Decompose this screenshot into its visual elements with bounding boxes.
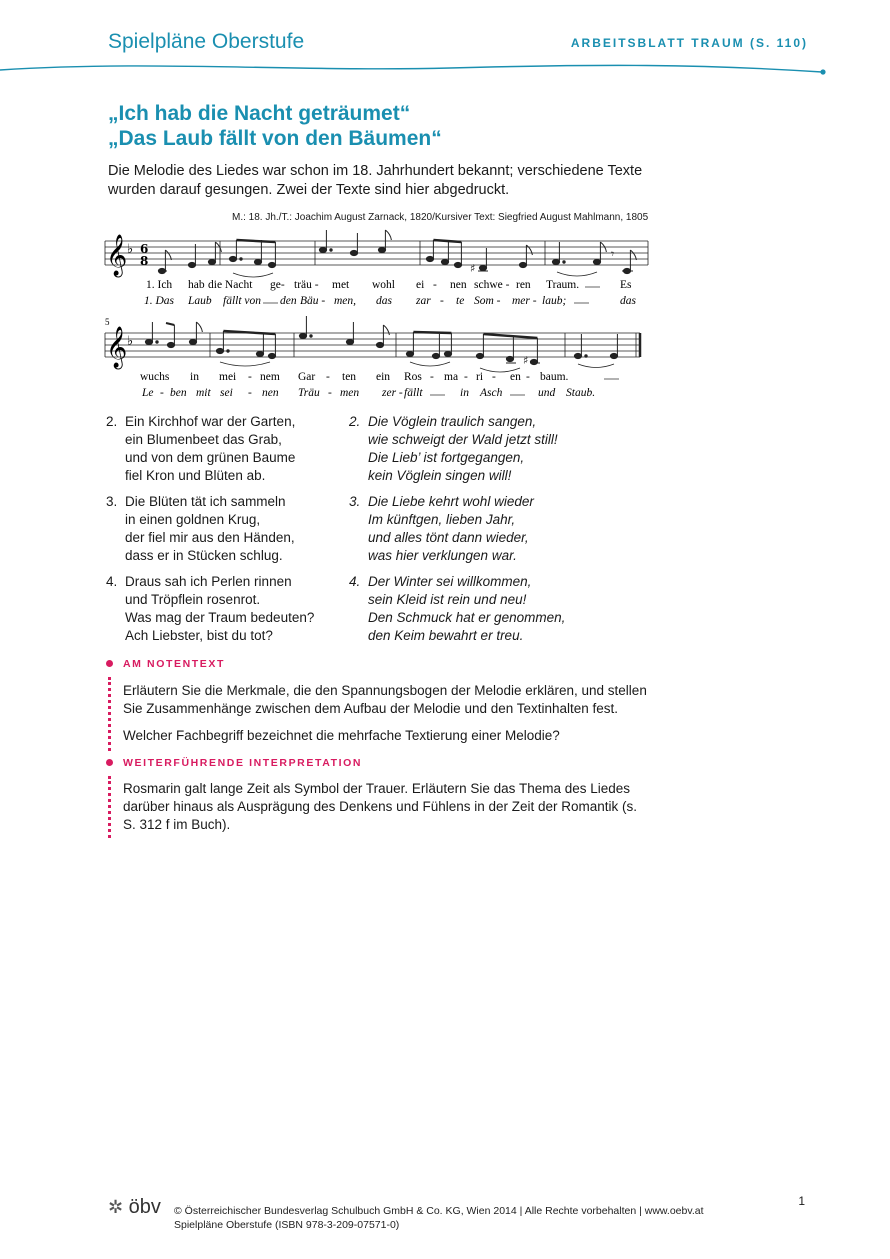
verse-right-4: 4. Der Winter sei willkommen, sein Kleid ist rein und neu! Den Schmuck hat er genommen, den Keim bewahrt er treu. (349, 574, 566, 643)
svg-text:en: en (510, 371, 521, 383)
oebv-logo: ✲ öbv (108, 1196, 161, 1218)
svg-text:-: - (328, 387, 332, 399)
flower-icon: ✲ (108, 1197, 124, 1217)
time-signature-top: 6 (140, 242, 149, 256)
svg-text:te: te (456, 295, 465, 307)
svg-text:in: in (460, 387, 469, 399)
lyrics-system-1-line-1 (146, 279, 632, 291)
flat-icon-2: ♭ (127, 334, 134, 349)
svg-text:mer -: mer - (512, 295, 537, 307)
svg-text:in: in (190, 371, 199, 383)
task-heading-interpretation: WEITERFÜHRENDE INTERPRETATION (123, 757, 363, 769)
svg-text:Träu: Träu (298, 387, 320, 399)
svg-text:fällt von: fällt von (223, 295, 262, 307)
svg-text:mei: mei (219, 371, 237, 383)
verse-right-2: 2. Die Vöglein traulich sangen, wie schweigt der Wald jetzt still! Die Lieb’ ist fortgegangen, kein Vöglein singen will! (349, 414, 558, 483)
lyrics-system-1-line-2 (144, 295, 637, 307)
staff-system-2 (105, 333, 640, 357)
svg-text:Staub.: Staub. (566, 387, 596, 399)
svg-text:nen: nen (450, 279, 467, 291)
svg-text:Laub: Laub (188, 295, 212, 307)
svg-text:wuchs: wuchs (140, 371, 170, 383)
svg-text:ge-: ge- (270, 279, 285, 291)
svg-text:laub;: laub; (542, 295, 567, 307)
svg-text:Bäu -: Bäu - (300, 295, 326, 307)
svg-text:Traum.: Traum. (546, 279, 580, 291)
svg-text:-: - (248, 371, 252, 383)
svg-text:nem: nem (260, 371, 280, 383)
notes-system-1 (158, 230, 636, 277)
svg-text:-: - (160, 387, 164, 399)
svg-text:den: den (280, 295, 297, 307)
svg-text:men,: men, (334, 295, 357, 307)
task-1-paragraph-1: Erläutern Sie die Merkmale, die den Spannungsbogen der Melodie erklären, und stellen Sie Zusammenhänge zwischen dem Aufbau der Melodie und den Textinhalten fest. (123, 683, 647, 716)
svg-text:Le: Le (142, 387, 154, 399)
task-2-paragraph-1: Rosmarin galt lange Zeit als Symbol der Trauer. Erläutern Sie das Thema des Liedes darüber hinaus als Ausprägung des Denkens und Fühlens in der Zeit der Romantik (s. S. 312 f im Buch). (123, 781, 638, 832)
svg-text:-: - (430, 371, 434, 383)
svg-text:Ros: Ros (404, 371, 422, 383)
footer-isbn: Spielpläne Oberstufe (ISBN 978-3-209-07571-0) (174, 1219, 400, 1231)
svg-text:hab: hab (188, 279, 205, 291)
svg-text:baum.: baum. (540, 371, 569, 383)
task-bullet-icon (106, 660, 113, 667)
svg-text:Som -: Som - (474, 295, 501, 307)
task-heading-notentext: AM NOTENTEXT (123, 658, 226, 670)
worksheet-tag: ARBEITSBLATT TRAUM (S. 110) (570, 36, 808, 50)
treble-clef-icon-2: 𝄞 (106, 327, 128, 368)
svg-text:nen: nen (262, 387, 279, 399)
verse-right-3: 3. Die Liebe kehrt wohl wieder Im künftgen, lieben Jahr, und alles tönt dann wieder, was hier verklungen war. (349, 494, 534, 563)
staff-system-1 (105, 241, 648, 265)
svg-text:men: men (340, 387, 360, 399)
svg-text:wohl: wohl (372, 279, 395, 291)
task-bullet-icon (106, 759, 113, 766)
svg-text:1. Das: 1. Das (144, 295, 175, 307)
verse-left-3: 3. Die Blüten tät ich sammeln in einen goldnen Krug, der fiel mir aus den Händen, dass er in Stücken schlug. (106, 494, 295, 563)
svg-text:♯: ♯ (470, 262, 476, 275)
intro-text: Die Melodie des Liedes war schon im 18. Jahrhundert bekannt; verschiedene Texte wurden darauf gesungen. Zwei der Texte sind hier abgedruckt. (108, 163, 643, 198)
svg-text:1. Ich: 1. Ich (146, 279, 173, 291)
brand-title: Spielpläne Oberstufe (108, 30, 305, 53)
task-dotted-rule (108, 677, 111, 751)
svg-text:-: - (440, 295, 444, 307)
svg-text:schwe -: schwe - (474, 279, 510, 291)
svg-text:-: - (248, 387, 252, 399)
svg-text:-: - (526, 371, 530, 383)
song-credits: M.: 18. Jh./T.: Joachim August Zarnack, 1820/Kursiver Text: Siegfried August Mahlmann, 1805 (232, 212, 649, 223)
svg-text:das: das (376, 295, 392, 307)
svg-text:zer -: zer - (382, 387, 403, 399)
svg-text:zar: zar (416, 295, 431, 307)
svg-text:Gar: Gar (298, 371, 316, 383)
svg-text:Es: Es (620, 279, 632, 291)
svg-text:Asch: Asch (480, 387, 503, 399)
page-number: 1 (798, 1194, 805, 1208)
song-title-2: „Das Laub fällt von den Bäumen“ (108, 127, 442, 150)
svg-text:und: und (538, 387, 556, 399)
svg-text:ten: ten (342, 371, 357, 383)
svg-text:-: - (464, 371, 468, 383)
song-title-1: „Ich hab die Nacht geträumet“ (108, 102, 411, 125)
time-signature-bottom: 8 (140, 254, 149, 268)
svg-text:ri: ri (476, 371, 484, 383)
header-wave-line (0, 56, 890, 76)
svg-text:ei: ei (416, 279, 425, 291)
task-dotted-rule (108, 776, 111, 838)
svg-text:träu -: träu - (294, 279, 319, 291)
svg-text:mit: mit (196, 387, 211, 399)
footer-copyright: © Österreichischer Bundesverlag Schulbuch GmbH & Co. KG, Wien 2014 | Alle Rechte vorbehalten | www.oebv.at (174, 1205, 704, 1217)
notes-system-2 (145, 316, 617, 372)
svg-text:sei: sei (220, 387, 233, 399)
svg-text:das: das (620, 295, 636, 307)
lyrics-system-2-line-1 (140, 371, 619, 383)
svg-text:-: - (433, 279, 437, 291)
lyrics-system-2-line-2 (141, 387, 595, 399)
svg-text:ma: ma (444, 371, 459, 383)
svg-text:-: - (492, 371, 496, 383)
svg-text:ein: ein (376, 371, 391, 383)
svg-text:ren: ren (516, 279, 531, 291)
treble-clef-icon: 𝄞 (106, 235, 128, 276)
svg-text:die Nacht: die Nacht (208, 279, 253, 291)
flat-icon: ♭ (127, 242, 134, 257)
sheet-music (100, 228, 660, 408)
svg-text:𝄾: 𝄾 (611, 247, 615, 261)
task-1-paragraph-2: Welcher Fachbegriff bezeichnet die mehrfache Textierung einer Melodie? (123, 728, 560, 743)
verse-left-2: 2. Ein Kirchhof war der Garten, ein Blumenbeet das Grab, und von dem grünen Baume fiel Kron und Blüten ab. (106, 414, 296, 483)
svg-text:met: met (332, 279, 350, 291)
svg-text:ben: ben (170, 387, 187, 399)
verse-left-4: 4. Draus sah ich Perlen rinnen und Tröpflein rosenrot. Was mag der Traum bedeuten? Ach Liebster, bist du tot? (106, 574, 315, 643)
svg-text:-: - (326, 371, 330, 383)
svg-text:♯: ♯ (523, 354, 529, 367)
measure-number: 5 (105, 317, 110, 327)
svg-text:fällt: fällt (404, 387, 423, 399)
